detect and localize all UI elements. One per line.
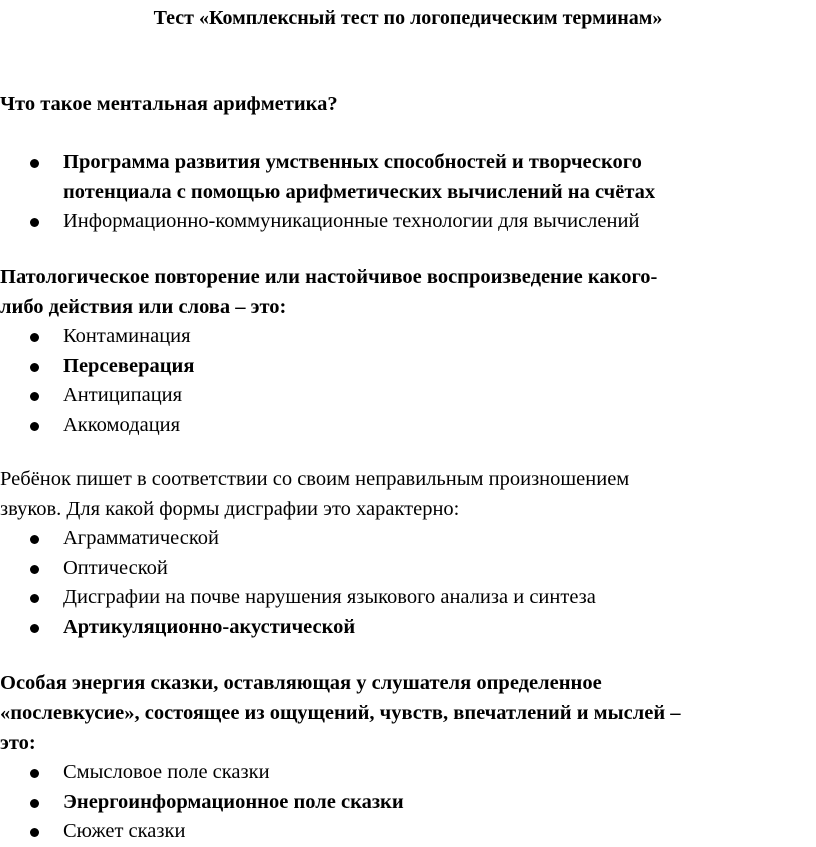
- bullet-icon: [30, 828, 39, 837]
- answer-text: Персеверация: [63, 354, 195, 377]
- question-4: [0, 668, 816, 847]
- answer-option: [0, 207, 816, 237]
- question-text-line: звуков. Для какой формы дисграфии это характерно:: [0, 498, 460, 520]
- answer-text: Смысловое поле сказки: [63, 761, 270, 783]
- question-text-line: Что такое ментальная арифметика?: [0, 93, 338, 115]
- question-text: [0, 262, 816, 322]
- answer-option: [0, 758, 816, 788]
- answer-option-correct: [0, 148, 816, 207]
- question-text: [0, 668, 816, 758]
- answer-options: [0, 148, 816, 237]
- answer-option-correct: [0, 613, 816, 643]
- answer-option: [0, 554, 816, 584]
- answer-options: [0, 524, 816, 642]
- answer-options: [0, 322, 816, 440]
- answer-text: Антиципация: [63, 384, 183, 406]
- answer-option: [0, 583, 816, 613]
- answer-option: [0, 381, 816, 411]
- question-text: [0, 464, 816, 524]
- question-text-line: это:: [0, 732, 36, 754]
- bullet-icon: [30, 218, 39, 227]
- question-3: [0, 464, 816, 642]
- answer-text: Сюжет сказки: [63, 820, 186, 842]
- question-text-line: Ребёнок пишет в соответствии со своим неправильным произношением: [0, 468, 630, 490]
- answer-text-line: Программа развития умственных способностей и творческого: [63, 151, 642, 173]
- answer-options: [0, 758, 816, 847]
- bullet-icon: [30, 159, 39, 168]
- bullet-icon: [30, 333, 39, 342]
- page-title: Тест «Комплексный тест по логопедическим терминам»: [153, 7, 663, 29]
- answer-text: Аккомодация: [63, 413, 181, 436]
- question-text: [0, 89, 816, 119]
- answer-text: Аграмматической: [63, 527, 220, 549]
- question-text-line: «послевкусие», состоящее из ощущений, чувств, впечатлений и мыслей –: [0, 702, 681, 724]
- answer-text-line: потенциала с помощью арифметических вычислений на счётах: [63, 180, 656, 203]
- bullet-icon: [30, 535, 39, 544]
- bullet-icon: [30, 769, 39, 778]
- answer-option: [0, 411, 816, 441]
- answer-text: Энергоинформационное поле сказки: [63, 790, 404, 813]
- question-text-line: Особая энергия сказки, оставляющая у слушателя определенное: [0, 672, 602, 694]
- question-text-line: Патологическое повторение или настойчивое воспроизведение какого-: [0, 266, 658, 288]
- bullet-icon: [30, 565, 39, 574]
- answer-text: Контаминация: [63, 325, 191, 347]
- answer-text: Артикуляционно-акустической: [63, 615, 356, 638]
- bullet-icon: [30, 392, 39, 401]
- answer-option: [0, 322, 816, 352]
- answer-option-correct: [0, 788, 816, 818]
- answer-text: Дисграфии на почве нарушения языкового анализа и синтеза: [63, 586, 596, 608]
- answer-option-correct: [0, 352, 816, 382]
- answer-option: [0, 817, 816, 847]
- question-text-line: либо действия или слова – это:: [0, 296, 287, 318]
- question-2: [0, 262, 816, 440]
- bullet-icon: [30, 363, 39, 372]
- bullet-icon: [30, 594, 39, 603]
- bullet-icon: [30, 624, 39, 633]
- question-1: [0, 89, 816, 237]
- bullet-icon: [30, 799, 39, 808]
- answer-text: Оптической: [63, 556, 168, 579]
- answer-option: [0, 524, 816, 554]
- answer-text-line: Информационно-коммуникационные технологии для вычислений: [63, 210, 640, 232]
- bullet-icon: [30, 422, 39, 431]
